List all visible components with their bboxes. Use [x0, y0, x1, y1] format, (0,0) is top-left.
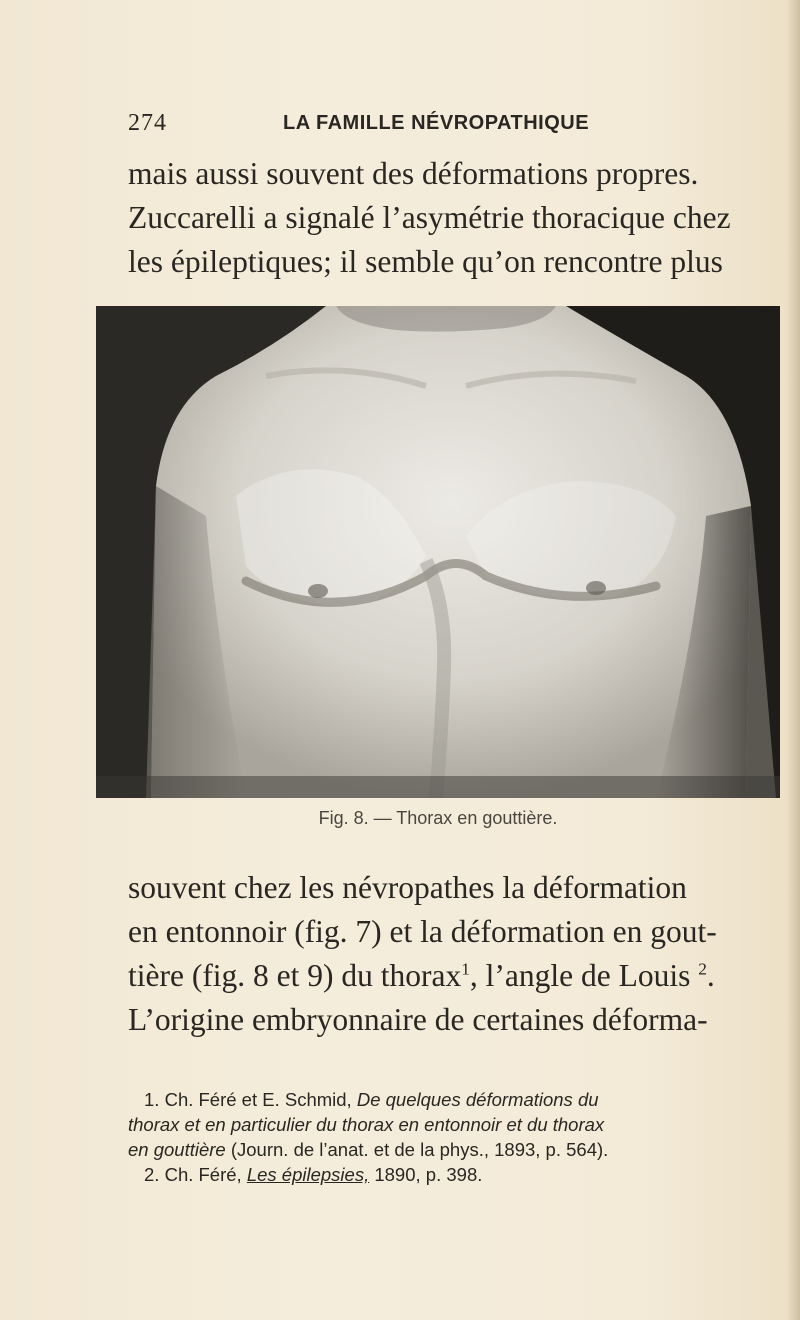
footnote-title: en gouttière — [128, 1139, 226, 1160]
thorax-photo-illustration — [96, 306, 780, 798]
line-text: , l’angle de Louis — [469, 958, 691, 993]
footnote-1-cont: thorax et en particulier du thorax en entonnoir et du thorax — [128, 1114, 605, 1135]
paragraph-line — [128, 954, 788, 998]
paragraph-line: souvent chez les névropathes la déformation — [128, 870, 687, 905]
footnote-number: 1. — [144, 1089, 160, 1110]
paragraph-line: mais aussi souvent des déformations propres. — [128, 156, 699, 191]
line-text: . — [706, 958, 715, 993]
footnote-1 — [128, 1087, 788, 1112]
footnote-source: (Journ. de l’anat. et de la phys., 1893, p. 564). — [230, 1139, 609, 1160]
page-edge-shadow — [786, 0, 800, 1320]
running-head — [128, 110, 783, 140]
footnote-authors: Ch. Féré et E. Schmid, — [164, 1089, 352, 1110]
footnote-author: Ch. Féré, — [164, 1164, 242, 1185]
running-head-title: LA FAMILLE NÉVROPATHIQUE — [283, 112, 590, 134]
footnote-1-cont — [128, 1137, 788, 1162]
footnote-title: Les épilepsies, — [246, 1164, 370, 1185]
paragraph-bottom — [128, 866, 788, 1042]
footnote-2 — [128, 1162, 788, 1187]
footnote-ref-1: 1 — [461, 959, 470, 979]
figure-caption: Fig. 8. — Thorax en gouttière. — [318, 808, 558, 828]
footnote-title: De quelques déformations du — [356, 1089, 599, 1110]
footnote-ref-2: 2 — [698, 959, 707, 979]
line-text: tière (fig. 8 et 9) du thorax — [128, 958, 462, 993]
footnote-number: 2. — [144, 1164, 160, 1185]
paragraph-line: Zuccarelli a signalé l’asymétrie thoracique chez — [128, 200, 731, 235]
paragraph-line: L’origine embryonnaire de certaines déforma- — [128, 1002, 708, 1037]
paragraph-line: en entonnoir (fig. 7) et la déformation en gout- — [128, 914, 717, 949]
page-number: 274 — [128, 110, 167, 136]
paragraph-top — [128, 152, 788, 284]
footnote-source: 1890, p. 398. — [374, 1164, 483, 1185]
paragraph-line: les épileptiques; il semble qu’on rencontre plus — [128, 244, 723, 279]
footnotes — [128, 1087, 788, 1187]
thorax-photograph — [96, 306, 780, 798]
